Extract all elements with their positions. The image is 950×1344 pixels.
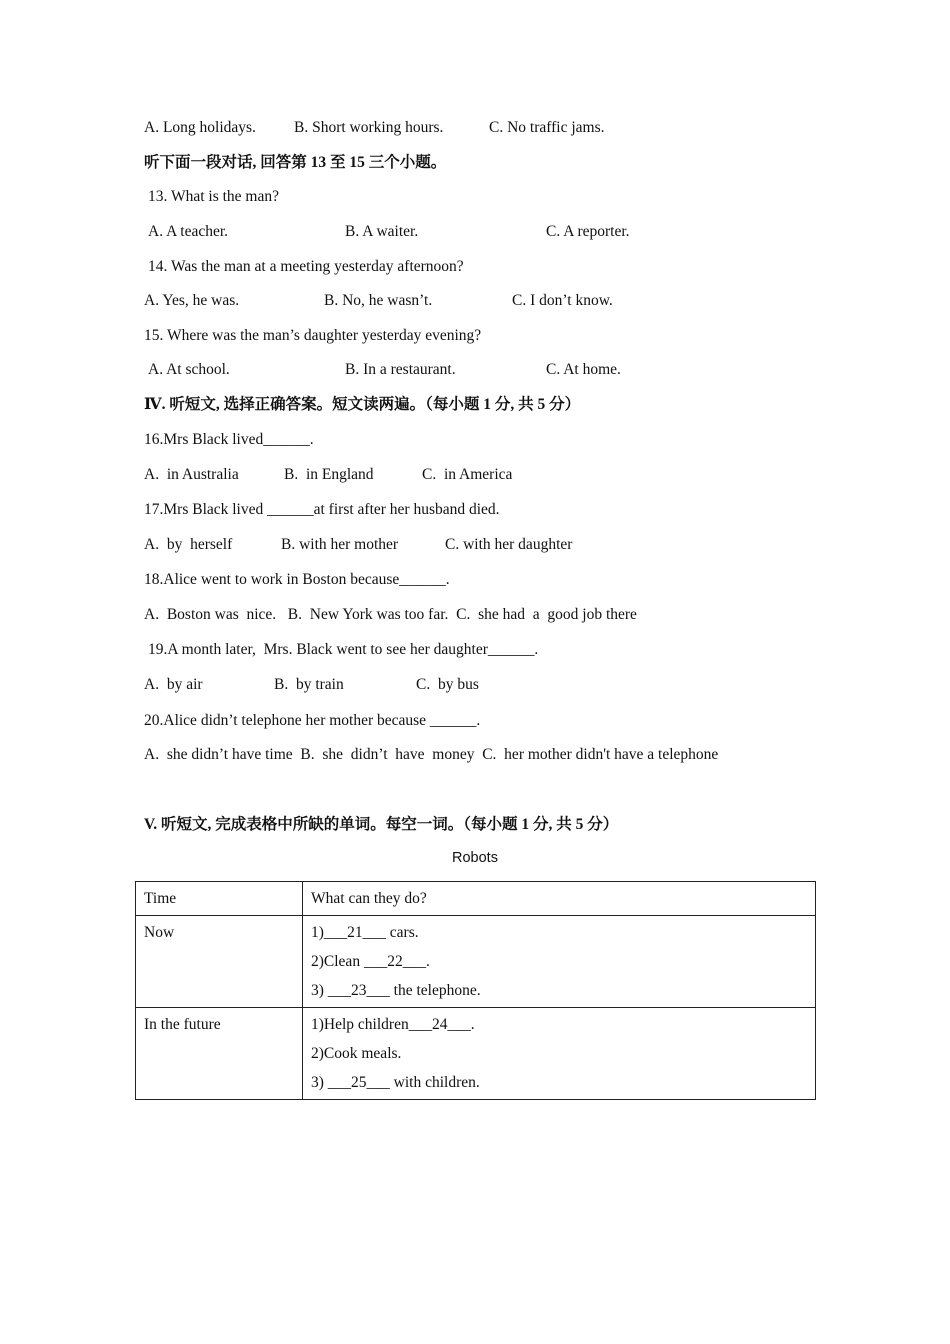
header-time: Time: [136, 882, 303, 916]
q14-option-c: C. I don’t know.: [512, 292, 613, 309]
q15-option-c: C. At home.: [546, 361, 621, 378]
q15-option-b: B. In a restaurant.: [345, 361, 456, 378]
q12-option-c: C. No traffic jams.: [489, 119, 605, 136]
q18-question: 18.Alice went to work in Boston because______.: [144, 571, 450, 588]
section5-heading: V. 听短文, 完成表格中所缺的单词。每空一词。（每小题 1 分, 共 5 分）: [144, 816, 619, 833]
row-future-item-1: 1)Help children___24___.: [311, 1016, 475, 1033]
table-caption: Robots: [452, 850, 498, 866]
row-future-time: In the future: [136, 1008, 303, 1100]
row-now-item-3: 3) ___23___ the telephone.: [311, 982, 481, 999]
dialogue-instruction: 听下面一段对话, 回答第 13 至 15 三个小题。: [144, 154, 447, 171]
q14-option-b: B. No, he wasn’t.: [324, 292, 433, 309]
q17-question: 17.Mrs Black lived ______at first after her husband died.: [144, 501, 500, 518]
row-now-items: [303, 916, 816, 1008]
q16-option-c: C. in America: [422, 466, 513, 483]
q16-option-b: B. in England: [284, 466, 374, 483]
q13-option-c: C. A reporter.: [546, 223, 630, 240]
q16-option-a: A. in Australia: [144, 466, 239, 483]
q15-question: 15. Where was the man’s daughter yesterday evening?: [144, 327, 482, 344]
row-future-items: [303, 1008, 816, 1100]
q15-option-a: A. At school.: [148, 361, 230, 378]
row-future-item-2: 2)Cook meals.: [311, 1045, 402, 1062]
q17-option-a: A. by herself: [144, 536, 233, 553]
q17-option-c: C. with her daughter: [445, 536, 573, 553]
q17-option-b: B. with her mother: [281, 536, 399, 553]
robots-table: [135, 881, 816, 1100]
q13-option-a: A. A teacher.: [148, 223, 229, 240]
table-header-row: [136, 882, 816, 916]
q18-options: A. Boston was nice. B. New York was too far. C. she had a good job there: [144, 606, 637, 623]
q16-question: 16.Mrs Black lived______.: [144, 431, 314, 448]
section4-heading: Ⅳ. 听短文, 选择正确答案。短文读两遍。（每小题 1 分, 共 5 分）: [144, 396, 581, 413]
row-future-item-3: 3) ___25___ with children.: [311, 1074, 480, 1091]
q19-option-b: B. by train: [274, 676, 344, 693]
q20-question: 20.Alice didn’t telephone her mother because ______.: [144, 712, 481, 729]
q19-option-c: C. by bus: [416, 676, 479, 693]
row-now-item-1: 1)___21___ cars.: [311, 924, 419, 941]
q14-option-a: A. Yes, he was.: [144, 292, 240, 309]
q19-question: 19.A month later, Mrs. Black went to see her daughter______.: [148, 641, 539, 658]
row-now-time: Now: [136, 916, 303, 1008]
q12-option-b: B. Short working hours.: [294, 119, 444, 136]
row-now-item-2: 2)Clean ___22___.: [311, 953, 430, 970]
q13-option-b: B. A waiter.: [345, 223, 419, 240]
q12-option-a: A. Long holidays.: [144, 119, 256, 136]
q13-question: 13. What is the man?: [148, 188, 280, 205]
header-what: What can they do?: [303, 882, 816, 916]
q14-question: 14. Was the man at a meeting yesterday afternoon?: [148, 258, 464, 275]
q20-options: A. she didn’t have time B. she didn’t have money C. her mother didn't have a telephone: [144, 746, 719, 763]
table-row: [136, 1008, 816, 1100]
table-row: [136, 916, 816, 1008]
q19-option-a: A. by air: [144, 676, 203, 693]
